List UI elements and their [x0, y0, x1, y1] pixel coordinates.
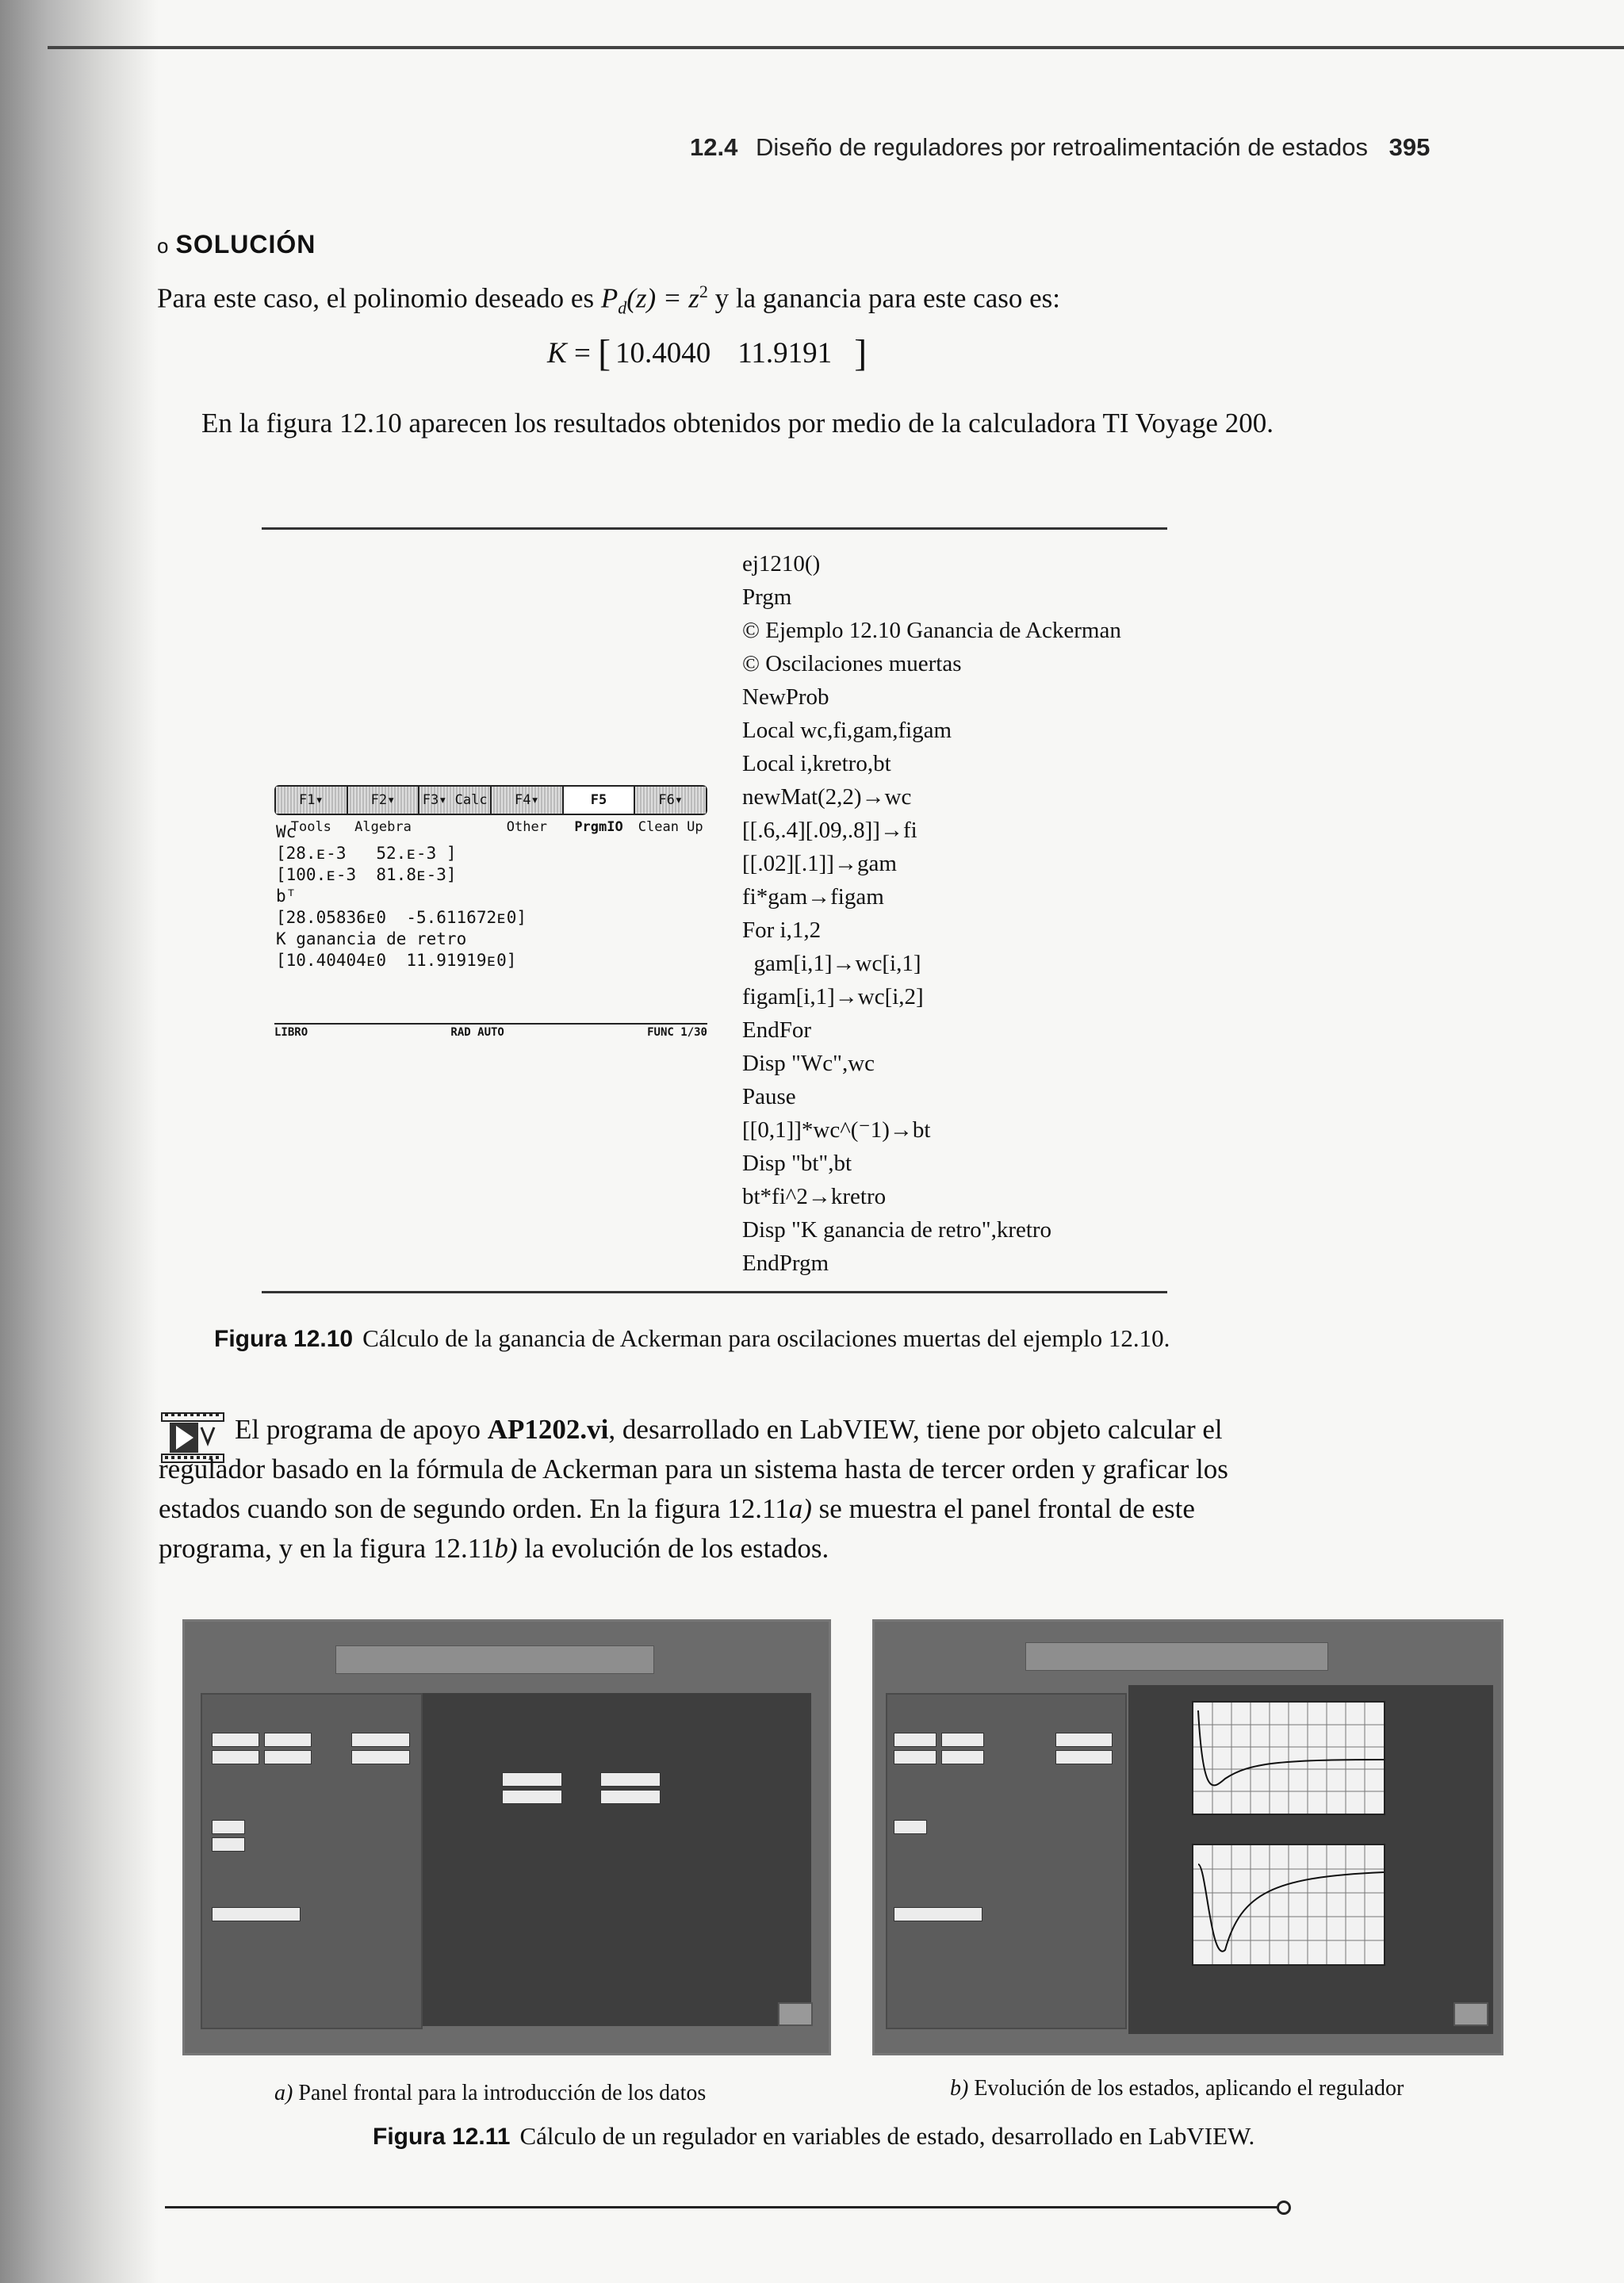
figure-label: Figura 12.11: [373, 2124, 511, 2150]
code-line: [[0,1]]*wc^(⁻1)→bt: [742, 1117, 931, 1143]
ti-calculator-screen: [274, 785, 707, 1039]
ti-line: K ganancia de retro: [276, 929, 467, 948]
math-sup: 2: [699, 282, 708, 301]
ti-line: Wc: [276, 822, 297, 841]
gain-equation: [547, 331, 867, 375]
panel-title-bar: [1025, 1642, 1328, 1671]
results-area: [423, 1693, 811, 2026]
top-rule: [48, 46, 1624, 49]
ti-status-mode: RAD AUTO: [450, 1026, 504, 1039]
result-cell: [600, 1772, 661, 1787]
matrix-cell: [1055, 1750, 1113, 1764]
ti-menu-algebra: F2▾ Algebra: [348, 787, 420, 814]
code-line: © Ejemplo 12.10 Ganancia de Ackerman: [742, 618, 1121, 643]
code-line: EndFor: [742, 1017, 811, 1043]
code-line: bt*fi^2→kretro: [742, 1184, 887, 1209]
running-header: [690, 133, 1522, 162]
ti-menu-cleanup: F6▾ Clean Up: [635, 787, 706, 814]
sub-caption-b: Evolución de los estados, aplicando el regulador: [968, 2076, 1404, 2101]
code-line: gam[i,1]→wc[i,1]: [742, 951, 921, 976]
ti-menu-tools: F1▾ Tools: [276, 787, 348, 814]
matrix-cell: [351, 1750, 410, 1764]
ti-line: bᵀ: [276, 887, 297, 906]
code-line: newMat(2,2)→wc: [742, 784, 912, 810]
state-x2-plot: [1192, 1844, 1385, 1966]
matrix-cell: [264, 1733, 312, 1747]
code-line: Disp "Wc",wc: [742, 1051, 875, 1076]
solution-heading: [157, 230, 316, 259]
intro-text: Para este caso, el polinomio deseado es: [157, 282, 601, 314]
code-line: ej1210(): [742, 551, 821, 576]
gain-cell: [212, 1907, 301, 1921]
ti-menu-other: F4▾ Other: [492, 787, 564, 814]
vector-cell: [894, 1820, 927, 1834]
code-line: © Oscilaciones muertas: [742, 651, 962, 676]
math-expr: (z) = z: [626, 282, 699, 314]
code-line: For i,1,2: [742, 917, 822, 943]
code-line: EndPrgm: [742, 1251, 829, 1276]
result-cell: [502, 1790, 562, 1804]
intro-paragraph: [157, 271, 1346, 329]
vector-cell: [212, 1837, 245, 1852]
panel-title-bar: [335, 1645, 654, 1674]
program-name: AP1202.vi: [487, 1414, 609, 1445]
p2-text-2: , desarrollado en LabVIEW, tiene por objeto calcular el regulador basado en la fórmula de Ackerman para un sistema hasta de tercer orden y graficar los estados cuando son de segundo orden. En la figura 12.11: [159, 1414, 1228, 1524]
end-marker-icon: [1277, 2201, 1291, 2215]
intro-text-end: y la ganancia para este caso es:: [707, 282, 1060, 314]
ti-status-func: FUNC 1/30: [647, 1026, 707, 1039]
state-x1-plot: [1192, 1701, 1385, 1815]
figure-12-11-caption: [373, 2122, 1254, 2151]
right-bracket: ]: [854, 332, 868, 374]
code-line: [[.02][.1]]→gam: [742, 851, 897, 876]
equals-sign: =: [566, 337, 599, 370]
code-line: [[.6,.4][.09,.8]]→fi: [742, 818, 917, 843]
gain-cell: [894, 1907, 982, 1921]
code-line: figam[i,1]→wc[i,2]: [742, 984, 924, 1009]
matrix-cell: [894, 1733, 936, 1747]
matrix-cell: [212, 1750, 259, 1764]
sub-caption-a: Panel frontal para la introducción de los datos: [293, 2081, 707, 2105]
matrix-cell: [212, 1733, 259, 1747]
section-number: 12.4: [690, 133, 738, 161]
figure-rule-bottom: [262, 1291, 1167, 1293]
matrix-cell: [351, 1733, 410, 1747]
program-listing: [742, 547, 1155, 1280]
labview-states-screenshot: [872, 1619, 1503, 2055]
ti-line: [10.40404ᴇ0 11.91919ᴇ0]: [276, 951, 517, 970]
p2-text-4: la evolución de los estados.: [517, 1533, 829, 1564]
figure-caption-text: Cálculo de la ganancia de Ackerman para oscilaciones muertas del ejemplo 12.10.: [362, 1324, 1170, 1352]
stop-button[interactable]: [778, 2002, 813, 2026]
labview-paragraph: [159, 1410, 1285, 1569]
p2-ref-b: b): [494, 1533, 518, 1564]
matrix-cell: [941, 1750, 984, 1764]
figure-label: Figura 12.10: [214, 1326, 354, 1352]
solution-title: SOLUCIÓN: [175, 230, 316, 259]
figure-caption-text: Cálculo de un regulador en variables de estado, desarrollado en LabVIEW.: [519, 2122, 1255, 2150]
result-cell: [600, 1790, 661, 1804]
ti-menu-prgmio: F5 PrgmIO: [564, 787, 636, 814]
section-title: Diseño de reguladores por retroalimentación de estados: [755, 133, 1368, 161]
code-line: Local i,kretro,bt: [742, 751, 891, 776]
matrix-cell: [894, 1750, 936, 1764]
figure-12-10-caption: [214, 1324, 1170, 1353]
result-cell: [502, 1772, 562, 1787]
bullet-icon: o: [157, 234, 170, 258]
code-line: Pause: [742, 1084, 796, 1109]
ti-status-folder: LIBRO: [274, 1026, 308, 1039]
gain-value-1: 10.4040: [615, 337, 711, 370]
math-p: P: [600, 282, 619, 314]
stop-button[interactable]: [1454, 2002, 1488, 2026]
ti-line: [28.05836ᴇ0 -5.611672ᴇ0]: [276, 908, 527, 927]
paragraph-figure-ref: En la figura 12.10 aparecen los resultados obtenidos por medio de la calculadora TI Voyage 200.: [201, 408, 1274, 439]
sub-label-a: a): [274, 2081, 293, 2105]
page-number: 395: [1388, 133, 1431, 161]
ti-line: [28.ᴇ-3 52.ᴇ-3 ]: [276, 844, 457, 863]
p2-text-3: se muestra el panel frontal de este programa, y en la figura 12.11: [159, 1493, 1195, 1564]
figure-12-11b-caption: [950, 2076, 1404, 2101]
vector-cell: [212, 1820, 245, 1834]
bottom-rule: [165, 2206, 1281, 2208]
gain-value-2: 11.9191: [737, 337, 833, 370]
labview-front-panel-screenshot: [182, 1619, 831, 2055]
figure-rule-top: [262, 527, 1167, 530]
code-line: Local wc,fi,gam,figam: [742, 718, 952, 743]
matrix-cell: [264, 1750, 312, 1764]
code-line: Prgm: [742, 584, 792, 610]
math-sub: d: [618, 297, 627, 318]
ti-menu-calc: F3▾ Calc: [419, 787, 492, 814]
gain-symbol: K: [547, 337, 567, 370]
code-line: fi*gam→figam: [742, 884, 884, 910]
p2-text-1: El programa de apoyo: [235, 1414, 488, 1445]
left-bracket: [: [598, 332, 611, 374]
code-line: NewProb: [742, 684, 829, 710]
code-line: Disp "K ganancia de retro",kretro: [742, 1217, 1052, 1243]
ti-line: [100.ᴇ-3 81.8ᴇ-3]: [276, 865, 457, 884]
matrix-cell: [941, 1733, 984, 1747]
ti-status-bar: [274, 1023, 707, 1039]
sub-label-b: b): [950, 2076, 969, 2101]
p2-ref-a: a): [788, 1493, 812, 1524]
figure-12-11a-caption: [274, 2081, 706, 2106]
matrix-cell: [1055, 1733, 1113, 1747]
book-spine-shadow: [0, 0, 159, 2283]
code-line: Disp "bt",bt: [742, 1151, 852, 1176]
